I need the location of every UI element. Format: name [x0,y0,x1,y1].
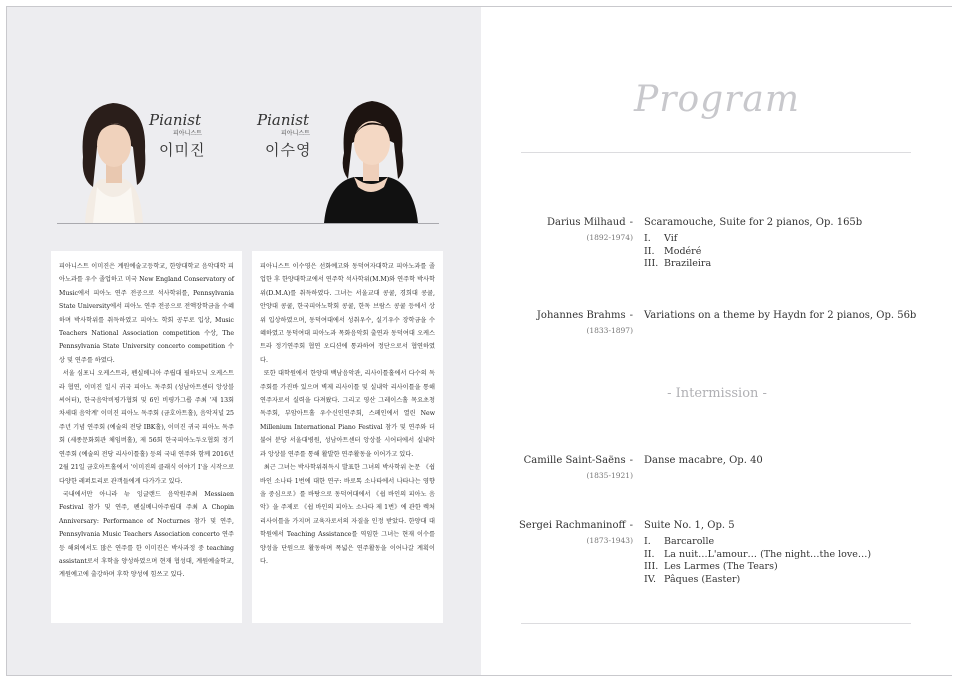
composer-name: Johannes Brahms - [536,310,633,321]
movement-item: III. Brazileira [644,258,712,270]
bio-paragraph: 또한 대학원에서 한양대 백남음악관, 리사이틀홀에서 다수의 독주회를 가진바 있으며 벽제 리사이틀 및 실내악 리사이틀을 통해 연주자로서 실력을 다져왔다. 그리고 영산 그레이스홀 목요초청 독주회, 부암아트홀 우수신인연주회, 스페인에서 열린 New Millenium International Piano Festival 참가 및 연주와 더불어 분당 서울대병원, 성남아트센터 앙상블 시어터에서 실내악과 앙상블 연주를 통해 활발한 연주활동을 이어가고 있다. [260,370,435,458]
bottom-rule [521,623,911,624]
work-title: Danse macabre, Op. 40 [644,455,763,466]
movement-item: I. Vif [644,233,678,244]
pianist-2-name: 이수영 [265,141,312,159]
pianist-2-bio [252,251,443,623]
pianist-1-label: Pianist [149,111,202,129]
bio-paragraph: 피아니스트 이미진은 계원예술고등학교, 한양대학교 음악대학 피아노과를 우수 졸업하고 미국 New England Conservatory of Music에서 피아노 연주 전공으로 석사학위를, Pennsylvania State University에서 피아노 연주 전공으로 전액장학금을 수혜하며 박사학위를 취득하였고 피아노 학회 공무로 입상, Music Teachers National Association competition 수상, The Pennsylvania State University concerto competition 수상 및 연주를 하였다. [59,263,234,364]
composer-name: Sergei Rachmaninoff - [518,520,633,531]
pianist-1-name: 이미진 [159,141,206,159]
movement-item: II. La nuit…L'amour… (The night…the love…) [644,548,872,560]
pianists-page [7,7,481,675]
bio-paragraph: 서울 심포니 오케스트라, 펜실베니아 주립대 필하모닉 오케스트라 협연, 이미진 일시 귀국 피아노 독주회 (성남아트센터 앙상블씨어터), 한국음악비평가협회 및 6인 비평가그룹 주최 '제 13회 차세대 음악계' 이미진 피아노 독주회 (금호아트홀), 음악저널 25주년 기념 연주회 (예술의 전당 IBK홀), 이미진 귀국 피아노 독주회 (세종문화회관 체임버홀), 제 56회 한국피아노두오협회 정기연주회 (예술의 전당 리사이틀홀) 등의 국내 연주와 함께 2016년 2월 21일 금호아트홀에서 '이미진의 클래식 이야기 Ⅰ'을 시작으로 다양한 레퍼토리로 관객들에게 다가가고 있다. [59,370,234,485]
work-title: Variations on a theme by Haydn for 2 pianos, Op. 56b [644,310,917,321]
composer-dates: (1892-1974) [586,233,633,242]
movement-item: IV. Pâques (Easter) [644,574,741,586]
program-title: Program [634,79,800,120]
work-title: Scaramouche, Suite for 2 pianos, Op. 165b [644,217,863,228]
pianist-photo-2 [314,87,426,223]
pianist-photo-1 [57,87,169,223]
composer-dates: (1873-1943) [586,536,633,545]
composer-dates: (1833-1897) [586,326,633,335]
pianist-1-bio [51,251,242,623]
movement-list [644,233,711,271]
movement-item: I. Barcarolle [644,536,715,547]
composer-name: Camille Saint-Saëns - [523,455,633,466]
bio-paragraph: 국내에서만 아니라 뉴 잉글랜드 음악원주최 Messiaen Festival 참가 및 연주, 펜실베니아주립대 주최 A Chopin Anniversary: Performance of Nocturnes 참가 및 연주, Pennsylvania Music Teachers Association concerto 연주 등 해외에서도 많은 연주를 한 이미진은 박사과정 중 teaching assistant로서 후학을 양성하였으며 현재 협성대, 계원예술학교, 계원예고에 출강하며 후학 양성에 힘쓰고 있다. [59,490,234,579]
movement-item: III. Les Larmes (The Tears) [644,561,778,573]
pianist-2-label: Pianist [257,111,310,129]
pianist-1-sub: 피아니스트 [173,130,202,137]
composer-name: Darius Milhaud - [547,217,633,228]
bio-paragraph: 피아니스트 이수영은 선화예고와 동덕여자대학교 피아노과를 졸업한 후 한양대학교에서 연주학 석사학위(M.M)와 연주학 박사학위(D.M.A)를 취득하였다. 그녀는 서울교대 콩쿨, 경희대 콩쿨, 안양대 콩쿨, 한국피아노학회 콩쿨, 한독 브람스 콩쿨 등에서 상위 입상하였으며, 동덕여대에서 성취우수, 실기우수 장학금을 수혜하였고 동덕여대 피아노과 목화음악회 출연과 동덕여대 오케스트라 정기연주회 협연 오디션에 통과하여 정단으로서 협연하였다. [260,263,435,364]
photo-divider [57,223,439,224]
program-page [481,7,953,675]
top-rule [521,152,911,153]
bio-paragraph: 최근 그녀는 박사학위취득시 발표한 그녀의 박사학위 논문 《쉽 바인 소나타 1번에 대한 연구: 바로톡 소나타에서 나타나는 영향을 중심으로》를 바탕으로 동덕여대에서 《쉽 바인의 피아노 음악》을 주제로 《쉽 바인의 피아노 소나타 제 1번》에 관한 렉처 리사이틀을 가지며 교육자로서의 자질을 인정 받았다. 한양대 대학원에서 Teaching Assistance를 역임한 그녀는 현재 이수를 양성을 단원으로 활동하며 폭넓은 연주활동을 이어나갈 계획이다. [260,464,435,565]
movement-item: II. Modéré [644,245,702,257]
composer-dates: (1835-1921) [586,471,633,480]
work-title: Suite No. 1, Op. 5 [644,520,735,531]
intermission-label: - Intermission - [667,386,767,401]
pianist-2-sub: 피아니스트 [281,130,310,137]
movement-list [644,536,871,587]
booklet-spread [6,6,952,676]
